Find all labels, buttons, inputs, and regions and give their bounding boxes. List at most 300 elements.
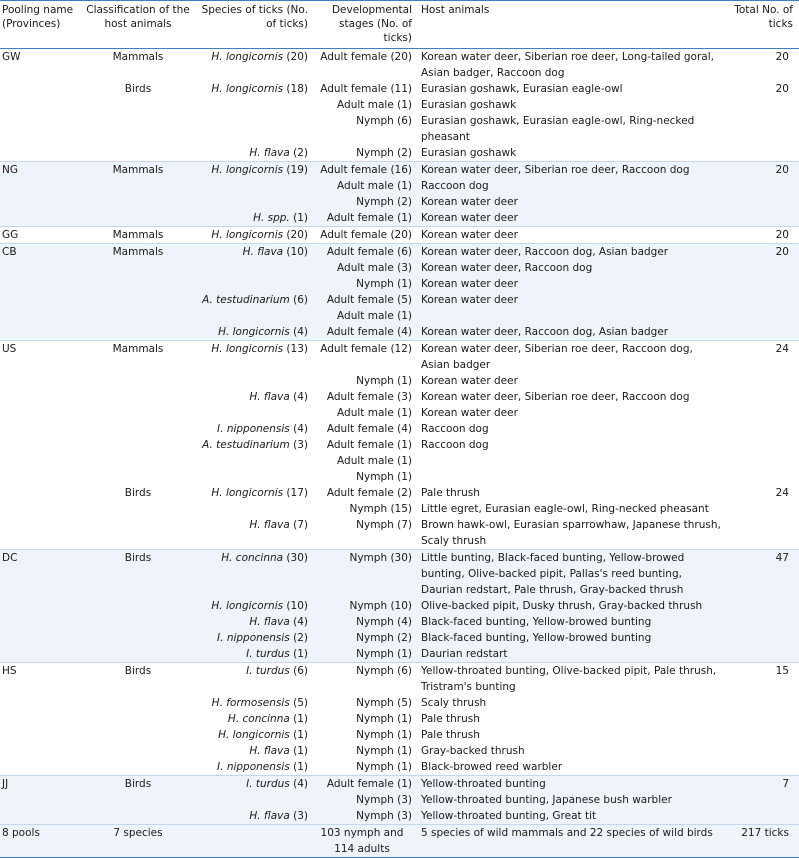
table-row — [0, 341, 799, 374]
pool-cell: JJ — [0, 776, 82, 793]
species-cell — [194, 453, 310, 469]
total-cell — [724, 389, 799, 405]
classification-cell — [82, 727, 194, 743]
table-row — [0, 276, 799, 292]
species-cell — [194, 421, 310, 437]
species-name: H. longicornis — [211, 487, 284, 499]
table-row — [0, 194, 799, 210]
total-cell: 20 — [724, 244, 799, 261]
table-row — [0, 550, 799, 599]
species-cell — [194, 244, 310, 261]
species-cell — [194, 276, 310, 292]
pool-group — [0, 162, 799, 227]
header-total: Total No. of ticks — [734, 4, 793, 30]
classification-cell: Birds — [82, 550, 194, 599]
hosts-cell: Korean water deer, Siberian roe deer, Long-tailed goral, Asian badger, Raccoon dog — [421, 51, 714, 79]
pool-cell — [0, 517, 82, 550]
classification-cell: Birds — [124, 665, 152, 677]
hosts-cell: Black-faced bunting, Yellow-browed bunting — [414, 614, 724, 630]
species-name: H. longicornis — [211, 343, 284, 355]
classification-cell — [82, 437, 194, 453]
species-count: (19) — [283, 164, 308, 176]
table-row — [0, 792, 799, 808]
stage-cell: Nymph (1) — [356, 729, 412, 741]
hosts-cell: Yellow-throated bunting, Olive-backed pipit, Pale thrush, Tristram's bunting — [421, 665, 717, 693]
species-count: (4) — [289, 616, 308, 628]
pool-cell — [0, 630, 82, 646]
stage-cell: Nymph (3) — [310, 808, 414, 825]
species-name: H. flava — [249, 616, 290, 628]
stage-cell: Nymph (1) — [356, 713, 412, 725]
hosts-cell: Korean water deer, Raccoon dog — [414, 260, 724, 276]
species-cell — [194, 711, 310, 727]
hosts-cell: Korean water deer — [414, 292, 724, 308]
species-count: (1) — [289, 713, 308, 725]
stage-cell: Nymph (1) — [356, 745, 412, 757]
table-row — [0, 598, 799, 614]
classification-cell: Birds — [82, 776, 194, 793]
header-hosts: Host animals — [421, 4, 490, 16]
table-row — [0, 663, 799, 696]
hosts-cell: Black-browed reed warbler — [421, 761, 563, 773]
hosts-cell: Yellow-throated bunting, Great tit — [414, 808, 724, 825]
stage-cell: Adult male (3) — [310, 260, 414, 276]
table-row — [0, 308, 799, 324]
total-cell — [724, 324, 799, 341]
species-cell — [194, 324, 310, 341]
pool-group — [0, 550, 799, 663]
pool-cell — [0, 421, 82, 437]
pool-cell — [0, 405, 82, 421]
species-name: H. longicornis — [211, 229, 284, 241]
table-row — [0, 808, 799, 825]
pool-cell — [0, 501, 82, 517]
table-row — [0, 776, 799, 793]
total-cell — [724, 759, 799, 776]
species-cell — [194, 517, 310, 550]
total-cell: 24 — [775, 487, 789, 499]
pool-cell — [0, 210, 82, 227]
classification-cell — [82, 517, 194, 550]
total-cell — [724, 808, 799, 825]
hosts-cell: Pale thrush — [421, 729, 480, 741]
total-cell — [724, 437, 799, 453]
classification-cell — [82, 405, 194, 421]
species-name: H. formosensis — [211, 697, 290, 709]
species-count: (17) — [283, 487, 308, 499]
table-header — [0, 1, 799, 49]
stage-cell: Adult female (11) — [320, 83, 412, 95]
stage-cell: Nymph (15) — [349, 503, 412, 515]
species-cell — [194, 113, 310, 145]
table-row — [0, 81, 799, 97]
stage-cell: Adult male (1) — [337, 407, 412, 419]
hosts-cell: Eurasian goshawk — [421, 147, 517, 159]
species-cell — [194, 695, 310, 711]
pool-cell — [0, 308, 82, 324]
total-cell — [724, 598, 799, 614]
total-cell — [724, 260, 799, 276]
hosts-cell: Korean water deer, Raccoon dog, Asian badger — [414, 244, 724, 261]
pool-cell — [0, 292, 82, 308]
hosts-cell: Pale thrush — [421, 487, 480, 499]
hosts-cell: Korean water deer — [421, 229, 518, 241]
header-stage: Developmental stages (No. of ticks) — [331, 4, 412, 44]
species-name: I. nipponensis — [217, 761, 290, 773]
total-cell — [724, 630, 799, 646]
stage-cell: Nymph (3) — [310, 792, 414, 808]
header-row — [0, 1, 799, 49]
hosts-cell: Black-faced bunting, Yellow-browed bunting — [414, 630, 724, 646]
total-row — [0, 825, 799, 858]
pool-cell — [0, 759, 82, 776]
pool-cell — [0, 727, 82, 743]
total-cell: 20 — [724, 162, 799, 179]
classification-cell — [82, 792, 194, 808]
table-row — [0, 178, 799, 194]
classification-cell — [82, 210, 194, 227]
stage-cell: Adult female (20) — [320, 229, 412, 241]
total-cell — [724, 178, 799, 194]
pool-group — [0, 227, 799, 244]
stage-cell: Adult female (2) — [326, 487, 412, 499]
total-empty-cell — [194, 825, 310, 858]
pool-cell — [0, 276, 82, 292]
classification-cell — [82, 630, 194, 646]
stage-cell: Nymph (6) — [356, 115, 412, 127]
hosts-cell: Korean water deer — [414, 194, 724, 210]
species-cell — [194, 373, 310, 389]
species-cell — [194, 162, 310, 179]
species-cell — [194, 792, 310, 808]
pool-cell — [0, 324, 82, 341]
stage-cell: Adult male (1) — [337, 455, 412, 467]
pool-cell — [0, 711, 82, 727]
classification-cell — [82, 97, 194, 113]
species-name: H. concinna — [227, 713, 290, 725]
species-name: H. longicornis — [211, 600, 284, 612]
species-name: A. testudinarium — [202, 439, 290, 451]
pool-cell: GG — [2, 229, 19, 241]
classification-cell — [82, 276, 194, 292]
species-name: I. turdus — [246, 665, 290, 677]
species-count: (1) — [289, 745, 308, 757]
classification-cell — [82, 614, 194, 630]
pool-cell: HS — [2, 665, 17, 677]
table-row — [0, 373, 799, 389]
pool-cell — [0, 469, 82, 485]
species-count: (6) — [289, 665, 308, 677]
stage-cell: Nymph (30) — [310, 550, 414, 599]
table-row — [0, 437, 799, 453]
stage-cell: Adult female (16) — [310, 162, 414, 179]
species-name: I. nipponensis — [217, 423, 290, 435]
species-cell — [194, 292, 310, 308]
stage-cell: Adult female (12) — [320, 343, 412, 355]
species-name: H. longicornis — [211, 83, 284, 95]
total-cell — [724, 727, 799, 743]
total-cell — [724, 97, 799, 113]
species-name: H. flava — [249, 519, 290, 531]
species-name: I. nipponensis — [217, 632, 290, 644]
species-count: (3) — [289, 810, 308, 822]
total-cell — [724, 517, 799, 550]
species-cell — [194, 469, 310, 485]
species-count: (7) — [289, 519, 308, 531]
total-cell — [724, 276, 799, 292]
classification-cell — [82, 808, 194, 825]
total-cell — [724, 743, 799, 759]
stage-cell: Adult female (1) — [310, 210, 414, 227]
table-row — [0, 517, 799, 550]
species-name: H. flava — [242, 246, 284, 258]
pool-cell — [0, 145, 82, 162]
hosts-cell: Raccoon dog — [421, 423, 489, 435]
classification-cell — [82, 324, 194, 341]
species-name: H. spp. — [253, 212, 290, 224]
stage-cell: Nymph (6) — [356, 665, 412, 677]
total-cell — [724, 695, 799, 711]
stage-cell: Nymph (2) — [356, 147, 412, 159]
table-row — [0, 759, 799, 776]
hosts-cell: Eurasian goshawk — [421, 99, 517, 111]
species-name: H. longicornis — [218, 729, 290, 741]
total-row-group — [0, 825, 799, 858]
species-name: H. flava — [249, 745, 290, 757]
stage-cell: Adult female (1) — [310, 776, 414, 793]
table-row — [0, 324, 799, 341]
pool-cell — [0, 260, 82, 276]
hosts-cell: Yellow-throated bunting — [414, 776, 724, 793]
species-cell — [194, 437, 310, 453]
classification-cell — [82, 421, 194, 437]
stage-cell: Nymph (1) — [310, 276, 414, 292]
pool-cell — [0, 614, 82, 630]
species-name: I. turdus — [246, 778, 290, 790]
classification-cell — [82, 194, 194, 210]
species-cell — [194, 260, 310, 276]
total-cell: 20 — [775, 83, 789, 95]
species-cell — [194, 389, 310, 405]
species-cell — [194, 405, 310, 421]
classification-cell: Mammals — [112, 51, 164, 63]
header-species: Species of ticks (No. of ticks) — [201, 4, 308, 30]
total-cell: 20 — [775, 51, 789, 63]
header-pool: Pooling name (Provinces) — [2, 4, 74, 30]
total-pools: 8 pools — [0, 825, 82, 858]
species-count: (1) — [289, 729, 308, 741]
species-cell — [194, 614, 310, 630]
species-cell — [194, 646, 310, 663]
total-cell — [724, 210, 799, 227]
hosts-cell: Korean water deer — [414, 210, 724, 227]
hosts-cell: Daurian redstart — [414, 646, 724, 663]
classification-cell — [82, 695, 194, 711]
species-cell — [194, 759, 310, 776]
pool-cell — [0, 743, 82, 759]
pool-cell — [0, 792, 82, 808]
total-cell — [724, 646, 799, 663]
table-row — [0, 469, 799, 485]
stage-cell: Adult male (1) — [337, 99, 412, 111]
table-row — [0, 49, 799, 82]
table-row — [0, 453, 799, 469]
classification-cell — [82, 145, 194, 162]
stage-cell: Adult female (6) — [310, 244, 414, 261]
species-cell — [194, 598, 310, 614]
pool-cell — [0, 113, 82, 145]
species-count: (2) — [289, 147, 308, 159]
species-count: (4) — [289, 778, 308, 790]
species-cell — [194, 145, 310, 162]
classification-cell — [82, 646, 194, 663]
hosts-cell: Raccoon dog — [414, 178, 724, 194]
classification-cell — [82, 389, 194, 405]
table-row — [0, 260, 799, 276]
header-classification: Classification of the host animals — [86, 4, 190, 30]
species-cell — [194, 550, 310, 599]
table-row — [0, 421, 799, 437]
species-cell — [194, 194, 310, 210]
classification-cell — [82, 598, 194, 614]
total-cell — [724, 308, 799, 324]
species-name: H. longicornis — [211, 51, 284, 63]
table-row — [0, 695, 799, 711]
hosts-cell: Pale thrush — [421, 713, 480, 725]
hosts-cell: Korean water deer, Raccoon dog, Asian badger — [414, 324, 724, 341]
species-count: (4) — [289, 391, 308, 403]
species-cell — [194, 727, 310, 743]
stage-cell: Nymph (2) — [310, 194, 414, 210]
table-row — [0, 646, 799, 663]
species-count: (13) — [283, 343, 308, 355]
pool-group — [0, 663, 799, 776]
total-cell: 7 — [724, 776, 799, 793]
species-cell — [194, 81, 310, 97]
stage-cell: Adult female (5) — [310, 292, 414, 308]
table-row — [0, 292, 799, 308]
species-count: (4) — [289, 326, 308, 338]
classification-cell — [82, 308, 194, 324]
species-cell — [194, 227, 310, 244]
species-count: (1) — [289, 648, 308, 660]
species-cell — [194, 501, 310, 517]
total-cell: 20 — [775, 229, 789, 241]
total-cell — [724, 373, 799, 389]
pool-cell — [0, 646, 82, 663]
table-row — [0, 227, 799, 244]
pool-cell: NG — [0, 162, 82, 179]
pool-group — [0, 49, 799, 162]
stage-cell: Adult female (4) — [326, 423, 412, 435]
classification-cell — [82, 453, 194, 469]
pool-group — [0, 776, 799, 825]
hosts-cell: Olive-backed pipit, Dusky thrush, Gray-backed thrush — [414, 598, 724, 614]
species-name: H. flava — [249, 391, 290, 403]
hosts-cell: Little egret, Eurasian eagle-owl, Ring-necked pheasant — [421, 503, 709, 515]
stage-cell: Nymph (1) — [356, 375, 412, 387]
species-cell — [194, 630, 310, 646]
species-count: (20) — [283, 229, 308, 241]
hosts-cell — [414, 453, 724, 469]
total-cell — [724, 792, 799, 808]
pool-cell — [0, 178, 82, 194]
classification-cell: Mammals — [82, 162, 194, 179]
species-count: (20) — [283, 51, 308, 63]
pool-cell: GW — [2, 51, 21, 63]
species-count: (18) — [283, 83, 308, 95]
hosts-cell: Little bunting, Black-faced bunting, Yellow-browed bunting, Olive-backed pipit, Pallas's reed bunting, Daurian redstart, Pale thrush, Gray-backed thrush — [414, 550, 724, 599]
classification-cell: Birds — [124, 487, 152, 499]
stage-cell: Adult female (20) — [320, 51, 412, 63]
table-row — [0, 113, 799, 145]
species-count: (30) — [283, 552, 308, 564]
hosts-cell: Korean water deer — [414, 276, 724, 292]
total-cell — [724, 711, 799, 727]
stage-cell: Nymph (1) — [356, 471, 412, 483]
classification-cell: Mammals — [82, 244, 194, 261]
hosts-cell: Korean water deer, Siberian roe deer, Raccoon dog, Asian badger — [421, 343, 693, 371]
total-cell: 15 — [775, 665, 789, 677]
stage-cell: Adult female (3) — [326, 391, 412, 403]
total-cell — [724, 405, 799, 421]
table-row — [0, 630, 799, 646]
total-species: 7 species — [82, 825, 194, 858]
pool-cell — [0, 485, 82, 501]
pool-cell: DC — [0, 550, 82, 599]
stage-cell: Adult male (1) — [310, 308, 414, 324]
classification-cell — [82, 178, 194, 194]
classification-cell: Mammals — [112, 229, 164, 241]
stage-cell: Nymph (10) — [310, 598, 414, 614]
table-row — [0, 389, 799, 405]
hosts-cell: Eurasian goshawk, Eurasian eagle-owl, Ring-necked pheasant — [421, 115, 695, 143]
total-stages: 103 nymph and 114 adults — [310, 825, 414, 858]
classification-cell — [82, 292, 194, 308]
classification-cell — [82, 743, 194, 759]
pool-cell: CB — [0, 244, 82, 261]
table-row — [0, 162, 799, 179]
species-count: (3) — [289, 439, 308, 451]
pool-cell — [0, 437, 82, 453]
total-cell: 47 — [724, 550, 799, 599]
total-cell — [724, 453, 799, 469]
hosts-cell: Korean water deer, Siberian roe deer, Raccoon dog — [421, 391, 690, 403]
pool-cell — [0, 453, 82, 469]
table-row — [0, 501, 799, 517]
species-cell — [194, 341, 310, 374]
table-row — [0, 405, 799, 421]
classification-cell: Birds — [124, 83, 152, 95]
total-cell: 24 — [775, 343, 789, 355]
classification-cell — [82, 113, 194, 145]
species-cell — [194, 485, 310, 501]
total-hosts: 5 species of wild mammals and 22 species of wild birds — [414, 825, 724, 858]
pool-group — [0, 244, 799, 341]
table-row — [0, 743, 799, 759]
stage-cell: Nymph (1) — [310, 646, 414, 663]
hosts-cell: Gray-backed thrush — [421, 745, 525, 757]
stage-cell: Adult female (1) — [326, 439, 412, 451]
species-name: H. longicornis — [218, 326, 290, 338]
species-name: H. concinna — [221, 552, 284, 564]
species-cell — [194, 49, 310, 82]
hosts-cell — [414, 308, 724, 324]
pool-cell — [0, 598, 82, 614]
hosts-cell: Korean water deer, Siberian roe deer, Raccoon dog — [414, 162, 724, 179]
total-cell — [724, 194, 799, 210]
pool-cell — [0, 389, 82, 405]
